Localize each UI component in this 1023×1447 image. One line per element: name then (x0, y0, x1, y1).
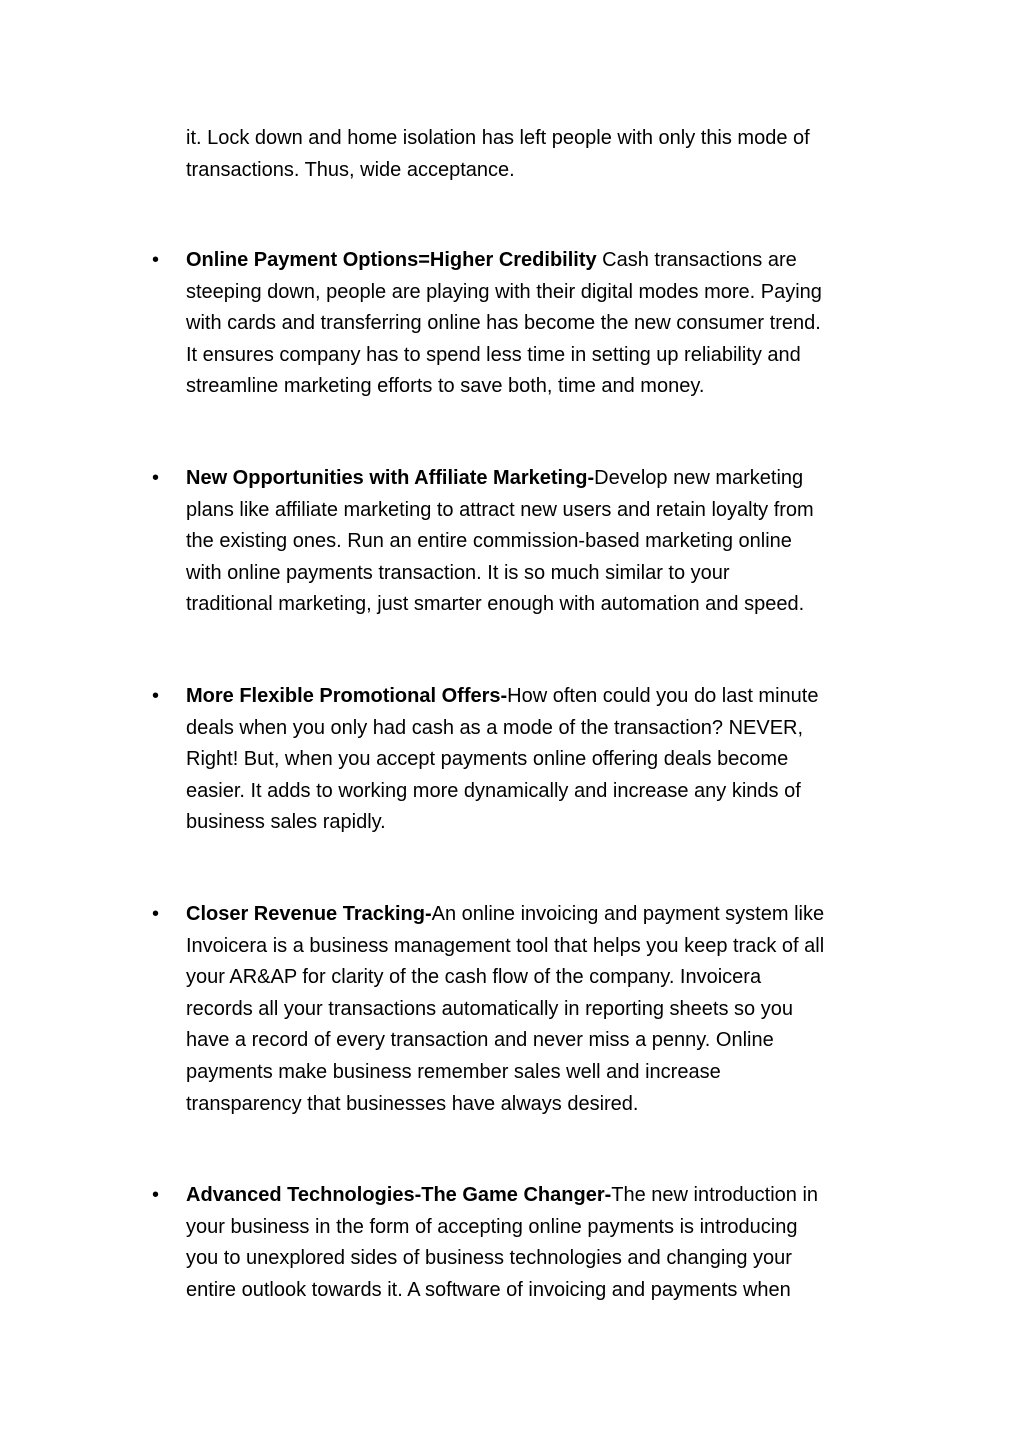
list-item-line: easier. It adds to working more dynamically and increase any kinds of (186, 779, 801, 802)
list-item-line: entire outlook towards it. A software of invoicing and payments when (186, 1278, 791, 1301)
list-item-text: Cash transactions are (596, 249, 797, 271)
bullet-icon: • (152, 1184, 160, 1206)
list-item-line: Right! But, when you accept payments online offering deals become (186, 748, 789, 771)
list-item (186, 463, 898, 621)
list-item-line: payments make business remember sales well and increase (186, 1060, 721, 1083)
list-item-line: your AR&AP for clarity of the cash flow of the company. Invoicera (186, 966, 762, 989)
list-item-line: you to unexplored sides of business technologies and changing your (186, 1247, 792, 1270)
intro-line: it. Lock down and home isolation has left people with only this mode of (186, 127, 810, 149)
list-item-title: New Opportunities with Affiliate Marketing- (186, 467, 595, 489)
list-item-line: traditional marketing, just smarter enough with automation and speed. (186, 593, 805, 616)
list-item-text: An online invoicing and payment system like (431, 903, 825, 925)
list-item-text: How often could you do last minute (507, 685, 819, 707)
list-item-line: steeping down, people are playing with their digital modes more. Paying (186, 280, 822, 303)
list-item-title: Online Payment Options=Higher Credibility (186, 249, 597, 271)
list-item-text: The new introduction in (611, 1184, 819, 1206)
list-item (186, 899, 898, 1120)
list-item-line: plans like affiliate marketing to attract new users and retain loyalty from (186, 498, 814, 521)
list-item-line: have a record of every transaction and never miss a penny. Online (186, 1029, 774, 1052)
list-item-line: your business in the form of accepting online payments is introducing (186, 1215, 798, 1238)
list-item-title: More Flexible Promotional Offers- (186, 685, 508, 707)
list-item-line: transparency that businesses have always desired. (186, 1092, 639, 1115)
bullet-icon: • (152, 903, 160, 925)
list-item-line: streamline marketing efforts to save both, time and money. (186, 375, 705, 398)
list-item-text: Develop new marketing (594, 467, 804, 489)
list-item-line: records all your transactions automatically in reporting sheets so you (186, 997, 793, 1020)
bullet-icon: • (152, 249, 160, 271)
bullet-icon: • (152, 685, 160, 707)
list-item-line: with online payments transaction. It is so much similar to your (186, 561, 730, 584)
bullet-icon: • (152, 467, 160, 489)
list-item (186, 245, 898, 403)
list-item-line: It ensures company has to spend less time in setting up reliability and (186, 343, 801, 366)
list-item-line: Invoicera is a business management tool that helps you keep track of all (186, 934, 825, 957)
list-item-line: the existing ones. Run an entire commission-based marketing online (186, 530, 792, 553)
intro-line: transactions. Thus, wide acceptance. (186, 158, 515, 181)
list-item-line: business sales rapidly. (186, 811, 386, 834)
intro-paragraph (186, 123, 898, 186)
list-item-title: Closer Revenue Tracking- (186, 903, 432, 925)
list-item-line: deals when you only had cash as a mode of the transaction? NEVER, (186, 716, 804, 739)
list-item (186, 1180, 898, 1306)
list-item (186, 681, 898, 839)
list-item-line: with cards and transferring online has become the new consumer trend. (186, 312, 821, 335)
list-item-title: Advanced Technologies-The Game Changer- (186, 1184, 612, 1206)
